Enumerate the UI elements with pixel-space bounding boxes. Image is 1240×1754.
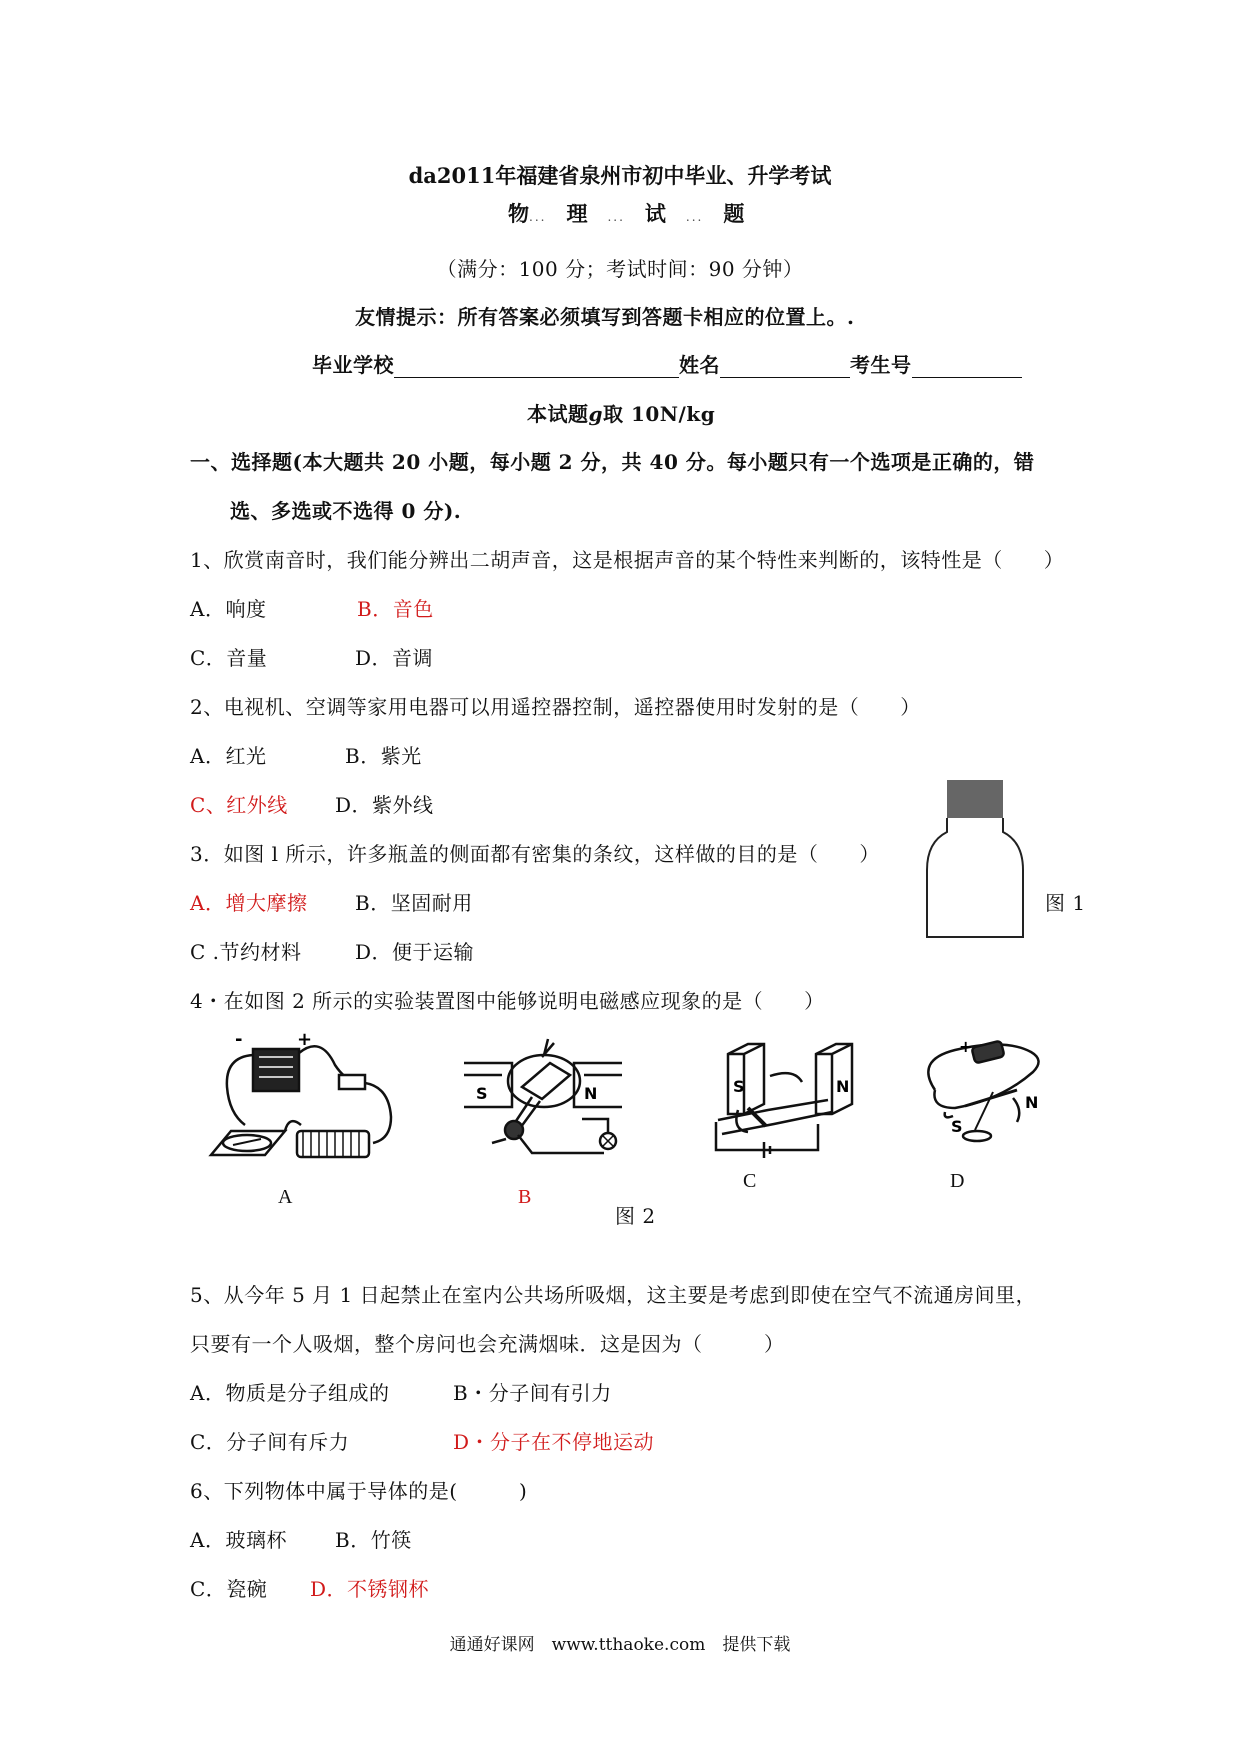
- plus-sign: +: [959, 1037, 973, 1056]
- subject-char: 题: [723, 201, 745, 226]
- figure-2-panel-a: [205, 1029, 405, 1170]
- subject-char: 试: [644, 201, 666, 226]
- option: D．音调: [355, 646, 434, 670]
- figure-2-label-c: C: [743, 1170, 757, 1192]
- option-answer: D．不锈钢杯: [310, 1577, 430, 1601]
- friendly-tip: 友情提示：所有答案必须填写到答题卡相应的位置上。.: [355, 305, 855, 329]
- figure-2-label-a: A: [278, 1186, 293, 1208]
- exam-title: da2011年福建省泉州市初中毕业、升学考试: [408, 163, 832, 188]
- option-answer: D・分子在不停地运动: [453, 1430, 655, 1454]
- footer-credit: 通通好课网 www.tthaoke.com 提供下载: [449, 1635, 791, 1655]
- school-blank[interactable]: [394, 357, 679, 378]
- subject-dots: ...: [529, 210, 547, 224]
- question-4-stem: 4・在如图 2 所示的实验装置图中能够说明电磁感应现象的是（ ）: [190, 989, 825, 1013]
- magnet-s-label: S: [476, 1084, 488, 1103]
- school-label: 毕业学校: [312, 353, 394, 377]
- figure-2-panel-b: [462, 1035, 632, 1170]
- pole-n-label: N: [1025, 1093, 1039, 1112]
- name-blank[interactable]: [720, 357, 850, 378]
- pole-s-label: S: [951, 1117, 963, 1136]
- magnet-s-label: S: [733, 1077, 745, 1096]
- option: C．瓷碗: [190, 1577, 268, 1601]
- option-answer: C、红外线: [190, 793, 288, 817]
- question-3-stem: 3．如图 l 所示，许多瓶盖的侧面都有密集的条纹，这样做的目的是（ ）: [190, 842, 880, 866]
- bottle-outline: [927, 818, 1023, 937]
- figure-2-label-b-answer: B: [518, 1186, 532, 1208]
- option: C．分子间有斥力: [190, 1430, 350, 1454]
- option: B．紫光: [345, 744, 422, 768]
- magnet-north-pole: [574, 1063, 622, 1107]
- question-6-stem: 6、下列物体中属于导体的是( ): [190, 1479, 528, 1503]
- g-note-prefix: 本试题: [527, 402, 589, 426]
- name-label: 姓名: [679, 353, 720, 377]
- bottle-cap: [947, 780, 1003, 818]
- subject-dots: ...: [685, 210, 704, 224]
- option: B．竹筷: [335, 1528, 412, 1552]
- figure-2-panel-d: [915, 1030, 1055, 1150]
- magnet-south-pole: [464, 1063, 512, 1107]
- exam-no-label: 考生号: [850, 353, 912, 377]
- option: A．响度: [190, 597, 267, 621]
- subject-title: [508, 198, 744, 228]
- score-time: （满分：100 分；考试时间：90 分钟）: [436, 257, 804, 281]
- option: B．坚固耐用: [355, 891, 473, 915]
- question-2-stem: 2、电视机、空调等家用电器可以用遥控器控制，遥控器使用时发射的是（ ）: [190, 695, 921, 719]
- option: D．紫外线: [335, 793, 434, 817]
- figure-2-caption: 图 2: [615, 1204, 656, 1228]
- candidate-info-line: [312, 349, 1022, 378]
- battery-icon: [253, 1049, 299, 1091]
- option: A．玻璃杯: [190, 1528, 287, 1552]
- figure-2-panel-c: [708, 1040, 873, 1160]
- compass-needle: [965, 1090, 1017, 1106]
- coil-icon: [297, 1131, 369, 1157]
- option-answer: B．音色: [357, 597, 434, 621]
- plus-sign: +: [297, 1029, 313, 1050]
- option: C .节约材料: [190, 940, 302, 964]
- g-note: [527, 398, 715, 427]
- option: D．便于运输: [355, 940, 475, 964]
- switch-icon: [339, 1075, 365, 1089]
- option: B・分子间有引力: [453, 1381, 612, 1405]
- question-5-stem-cont: 只要有一个人吸烟，整个房问也会充满烟味．这是因为（ ）: [190, 1332, 785, 1356]
- coil-frame: [522, 1063, 570, 1099]
- option-answer: A．增大摩擦: [190, 891, 308, 915]
- magnet-n-label: N: [584, 1084, 598, 1103]
- question-5-stem: 5、从今年 5 月 1 日起禁止在室内公共场所吸烟，这主要是考虑到即使在空气不流通房间里，: [190, 1283, 1037, 1307]
- exam-no-blank[interactable]: [912, 357, 1022, 378]
- subject-dots: ...: [607, 210, 625, 224]
- magnet-n-label: N: [836, 1077, 850, 1096]
- g-note-suffix: 取 10N/kg: [602, 402, 716, 426]
- figure-2-label-d: D: [950, 1170, 965, 1192]
- option: A．红光: [190, 744, 267, 768]
- minus-sign: -: [235, 1029, 243, 1050]
- subject-char: 理: [566, 201, 588, 226]
- section-heading: 一、选择题(本大题共 20 小题，每小题 2 分，共 40 分。每小题只有一个选项是正确的，错: [190, 450, 1035, 474]
- option: C．音量: [190, 646, 268, 670]
- subject-char: 物: [508, 201, 529, 226]
- option: A．物质是分子组成的: [190, 1381, 390, 1405]
- battery-icon: [972, 1041, 1005, 1064]
- section-heading-cont: 选、多选或不选得 0 分).: [230, 499, 462, 523]
- bottle-figure: [925, 780, 1025, 940]
- question-1-stem: 1、欣赏南音时，我们能分辨出二胡声音，这是根据声音的某个特性来判断的，该特性是（ ）: [190, 548, 1065, 572]
- g-symbol: g: [588, 402, 603, 426]
- figure-1-caption: 图 1: [1045, 891, 1086, 915]
